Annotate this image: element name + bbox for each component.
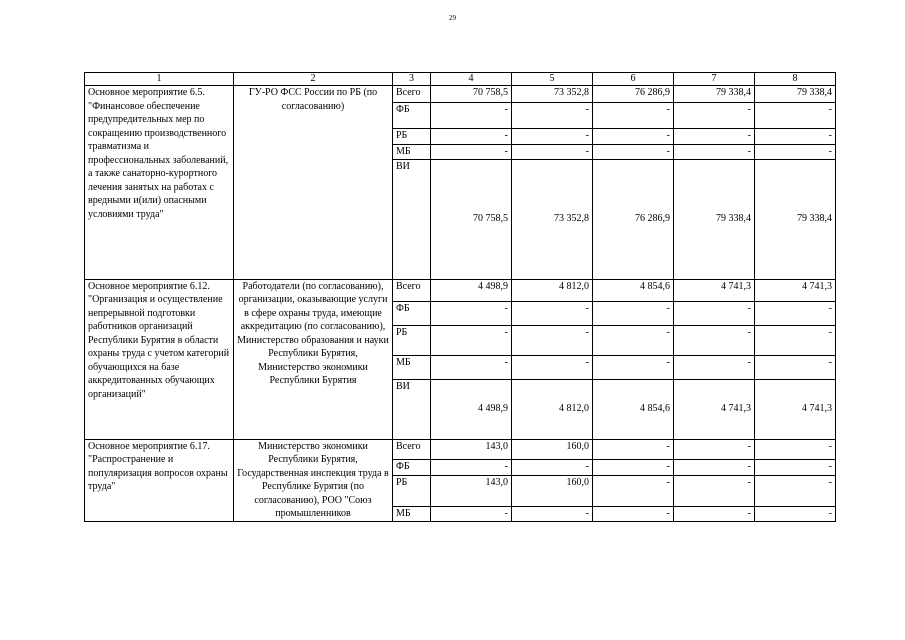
value-cell: - [593, 301, 674, 325]
value-cell: - [674, 506, 755, 521]
value-cell: 4 741,3 [755, 279, 836, 301]
header-cell: 5 [512, 73, 593, 86]
page-number: 29 [449, 14, 456, 22]
header-cell: 8 [755, 73, 836, 86]
value-cell: - [431, 355, 512, 379]
header-cell: 2 [234, 73, 393, 86]
header-row [85, 73, 836, 86]
value-cell: 160,0 [512, 476, 593, 507]
measure-executor: Министерство экономики Республики Бурятия, Государственная инспекция труда в Республике Бурятия (по согласованию), РОО "Союз промышленников [234, 439, 393, 521]
funding-source: МБ [393, 145, 431, 160]
funding-source: ВИ [393, 159, 431, 279]
value-cell: - [674, 459, 755, 475]
table-row [85, 279, 836, 301]
value-cell: - [593, 145, 674, 160]
value-cell: 143,0 [431, 439, 512, 459]
value-cell: - [755, 439, 836, 459]
funding-source: РБ [393, 476, 431, 507]
value-cell: - [431, 506, 512, 521]
value-cell: 4 741,3 [755, 379, 836, 439]
value-cell: - [755, 103, 836, 129]
value-cell: - [512, 301, 593, 325]
value-cell: - [674, 129, 755, 145]
value-cell: 73 352,8 [512, 159, 593, 279]
value-cell: 70 758,5 [431, 86, 512, 103]
value-cell: - [674, 476, 755, 507]
funding-source: МБ [393, 355, 431, 379]
value-cell: - [512, 129, 593, 145]
funding-source: ФБ [393, 103, 431, 129]
value-cell: - [755, 145, 836, 160]
value-cell: - [755, 325, 836, 355]
value-cell: 4 812,0 [512, 379, 593, 439]
value-cell: 79 338,4 [755, 86, 836, 103]
measure-title: Основное мероприятие 6.12. "Организация и осуществление непрерывной подготовки работников организаций Республики Бурятия в области охраны труда с учетом категорий обучающихся на базе аккредитованных обучающих организаций" [85, 279, 234, 439]
value-cell: - [431, 129, 512, 145]
value-cell: - [512, 355, 593, 379]
value-cell: 4 498,9 [431, 379, 512, 439]
funding-source: ФБ [393, 301, 431, 325]
value-cell: 79 338,4 [674, 86, 755, 103]
value-cell: - [431, 103, 512, 129]
value-cell: - [593, 439, 674, 459]
value-cell: - [674, 145, 755, 160]
value-cell: 4 741,3 [674, 279, 755, 301]
value-cell: - [674, 325, 755, 355]
table-row [85, 86, 836, 103]
value-cell: - [674, 439, 755, 459]
value-cell: 4 498,9 [431, 279, 512, 301]
value-cell: - [431, 145, 512, 160]
program-measures-table [84, 72, 836, 522]
value-cell: - [431, 301, 512, 325]
value-cell: - [674, 355, 755, 379]
value-cell: - [512, 459, 593, 475]
measure-title: Основное мероприятие 6.17. "Распространение и популяризация вопросов охраны труда" [85, 439, 234, 521]
value-cell: - [755, 459, 836, 475]
measure-title: Основное мероприятие 6.5. "Финансовое обеспечение предупредительных мер по сокращению производственного травматизма и профессиональных заболеваний, а также санаторно-курортного лечения занятых на работах с вредными и(или) опасными условиями труда" [85, 86, 234, 280]
value-cell: 70 758,5 [431, 159, 512, 279]
header-cell: 7 [674, 73, 755, 86]
value-cell: 160,0 [512, 439, 593, 459]
value-cell: - [755, 301, 836, 325]
value-cell: - [593, 459, 674, 475]
funding-source: МБ [393, 506, 431, 521]
value-cell: - [431, 325, 512, 355]
value-cell: - [512, 145, 593, 160]
value-cell: - [593, 506, 674, 521]
value-cell: - [593, 355, 674, 379]
measure-executor: Работодатели (по согласованию), организации, оказывающие услуги в сфере охраны труда, имеющие аккредитацию (по согласованию), Министерство образования и науки Республики Бурятия, Министерство экономики Республики Бурятия [234, 279, 393, 439]
value-cell: - [674, 103, 755, 129]
header-cell: 3 [393, 73, 431, 86]
header-cell: 4 [431, 73, 512, 86]
value-cell: 143,0 [431, 476, 512, 507]
value-cell: 76 286,9 [593, 159, 674, 279]
value-cell: - [512, 103, 593, 129]
value-cell: - [593, 129, 674, 145]
value-cell: 4 812,0 [512, 279, 593, 301]
value-cell: - [674, 301, 755, 325]
value-cell: 76 286,9 [593, 86, 674, 103]
value-cell: - [755, 355, 836, 379]
funding-source: Всего [393, 279, 431, 301]
value-cell: 4 854,6 [593, 279, 674, 301]
value-cell: - [431, 459, 512, 475]
funding-source: Всего [393, 86, 431, 103]
value-cell: 73 352,8 [512, 86, 593, 103]
value-cell: - [512, 506, 593, 521]
header-cell: 6 [593, 73, 674, 86]
measure-executor: ГУ-РО ФСС России по РБ (по согласованию) [234, 86, 393, 280]
funding-source: ФБ [393, 459, 431, 475]
funding-source: Всего [393, 439, 431, 459]
value-cell: 4 854,6 [593, 379, 674, 439]
table-row [85, 439, 836, 459]
header-cell: 1 [85, 73, 234, 86]
funding-source: ВИ [393, 379, 431, 439]
value-cell: - [755, 506, 836, 521]
value-cell: - [593, 476, 674, 507]
funding-source: РБ [393, 129, 431, 145]
value-cell: 4 741,3 [674, 379, 755, 439]
value-cell: - [512, 325, 593, 355]
value-cell: 79 338,4 [674, 159, 755, 279]
value-cell: - [593, 325, 674, 355]
funding-source: РБ [393, 325, 431, 355]
value-cell: 79 338,4 [755, 159, 836, 279]
value-cell: - [593, 103, 674, 129]
value-cell: - [755, 476, 836, 507]
value-cell: - [755, 129, 836, 145]
